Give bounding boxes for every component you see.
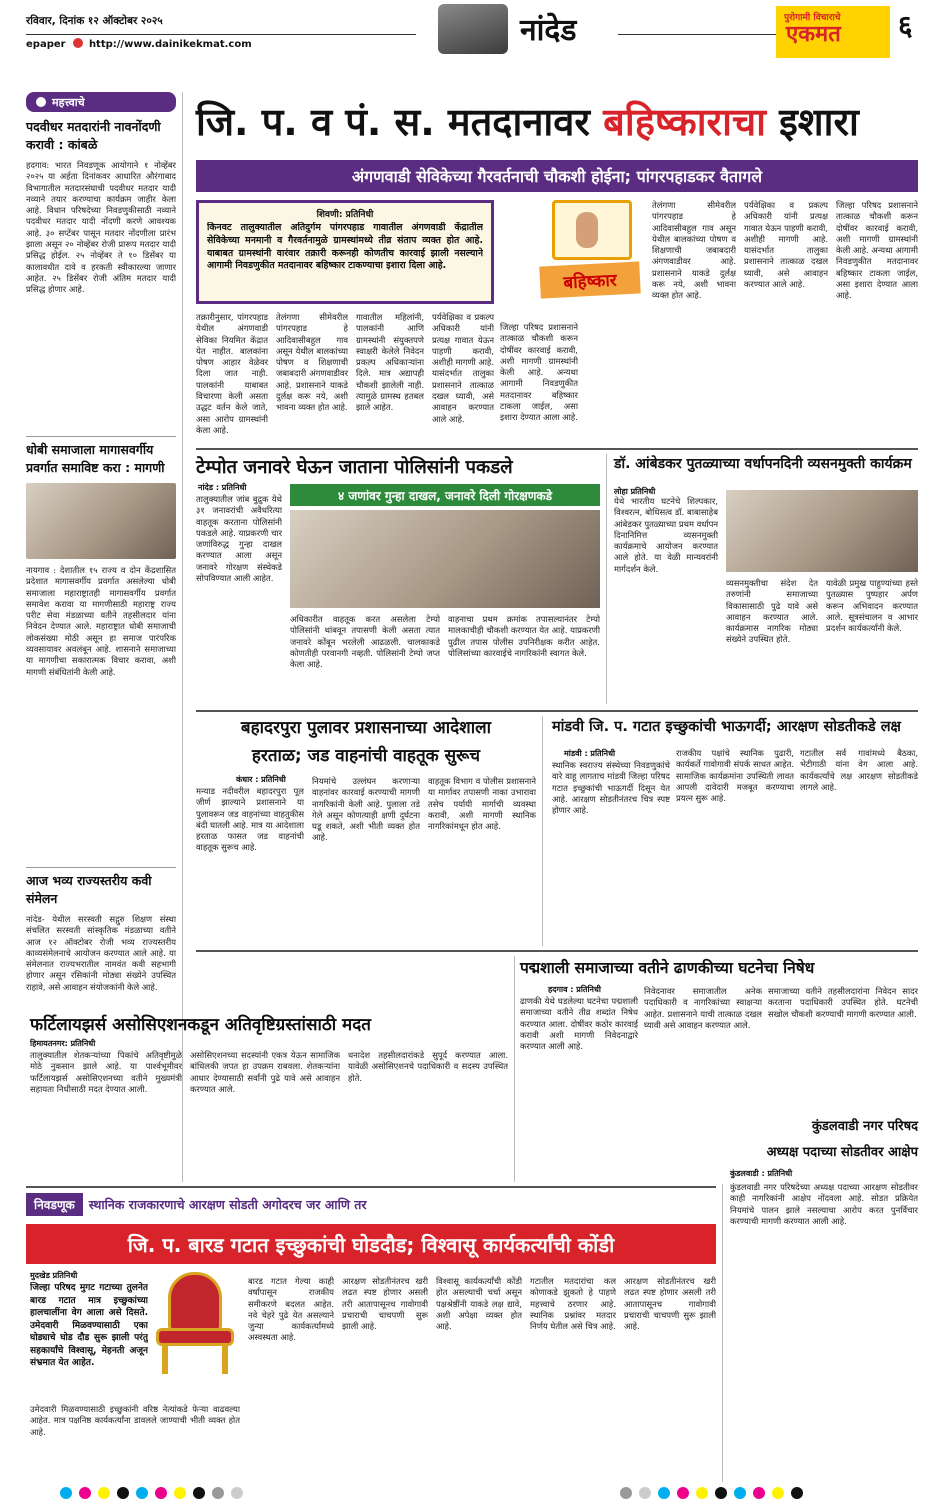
lead-col6: जिल्हा परिषद प्रशासनाने तात्काळ चौकशी करून दोषींवर कारवाई करावी, अशी मागणी ग्रामस्थांनी केली आहे. अन्यथा आगामी निवडणुकीत मतदानावर बहिष्कार टाकला जाईल, असा इशारा देण्यात आला आहे. bbox=[836, 200, 918, 301]
finger-icon bbox=[576, 212, 598, 248]
barad-col6: आरक्षण सोडतीनंतरच खरी लढत स्पष्ट होणार असली तरी आतापासूनच गावोगावी प्रचाराची चाचपणी सुरू झाली आहे. bbox=[624, 1276, 716, 1332]
fertilizer-col1: तालुक्यातील शेतकऱ्यांच्या पिकांचे अतिवृष्टीमुळे मोठे नुकसान झाले आहे. या पार्श्वभूमीवर फर्टिलायझर्स असोसिएशनच्या वतीने मुख्यमंत्री सहायता निधीसाठी मदत देण्यात आली. bbox=[30, 1050, 182, 1094]
barad-intro: जिल्हा परिषद मुगट गटाच्या तुलनेत बारड गटात मात्र इच्छुकांच्या हालचालींना वेग आला असे दिसते. उमेदवारी मिळवण्यासाठी एका घोड्याचे घोड दौड सुरू झाली परंतु सहकार्यांचे विश्वासू, मेहनती अजून संभ्रमात येत आहेत. bbox=[30, 1283, 148, 1368]
barad-col5: गटातील मतदारांचा कल कोणाकडे झुकतो हे पाहणे महत्त्वाचे ठरणार आहे. स्थानिक प्रश्नांवर मतदार निर्णय घेतील असे चित्र आहे. bbox=[530, 1276, 616, 1332]
lead-col5: पर्यवेक्षिका व प्रकल्प अधिकारी यांनी प्रत्यक्ष गावात येऊन पाहणी करावी, अशीही मागणी आहे. यासंदर्भात तालुका प्रशासनाने तात्काळ दखल घ्यावी, असे आवाहन करण्यात आले आहे. bbox=[744, 200, 828, 290]
mandvi-col1: स्थानिक स्वराज्य संस्थेच्या निवडणुकांचे वारे वाहू लागताच मांडवी जिल्हा परिषद गटात इच्छुकांची भाऊगर्दी दिसून येत आहे. आरक्षण सोडतीनंतरच चित्र स्पष्ट होणार आहे. bbox=[552, 760, 670, 816]
sidebar-header bbox=[26, 92, 176, 112]
kundalwadi-byline: कुंडलवाडी : प्रतिनिधी bbox=[730, 1169, 793, 1178]
mandvi-col3: गटातील सर्व गावांमध्ये बैठका, भेटीगाठी यांना वेग आला आहे. कार्यकर्त्यांचे लक्ष आरक्षण सोडतीकडे लागले आहे. bbox=[800, 748, 918, 792]
ambedkar-body-col: येथे भारतीय घटनेचे शिल्पकार, विश्वरत्न, बोधिसत्व डॉ. बाबासाहेब आंबेडकर पुतळ्याच्या प्रथम वर्धापन दिनानिमित्त व्यसनमुक्ती कार्यक्रमाचे आयोजन करण्यात आले होते. या वेळी मान्यवरांनी मार्गदर्शन केले. bbox=[614, 496, 718, 574]
logo-name: एकमत bbox=[786, 22, 841, 47]
lead-col1b: तेलंगणा सीमेवरील पांगरपहाड हे आदिवासीबहुल गाव असून येथील बालकांच्या पोषण व शिक्षणाची जबाबदारी अंगणवाडीवर आहे. प्रशासनाने याकडे दुर्लक्ष करू नये, अशी भावना व्यक्त होत आहे. bbox=[276, 312, 348, 413]
lead-box-byline: शिवणी: प्रतिनिधी bbox=[316, 210, 374, 220]
ambedkar-byline: लोहा प्रतिनिधी bbox=[614, 487, 656, 496]
dhanaki-col1: ढाणकी येथे घडलेल्या घटनेचा पद्मशाली समाजाच्या वतीने तीव्र शब्दांत निषेध करण्यात आला. दोषींवर कठोर कारवाई करावी अशी मागणी निवेदनाद्वारे करण्यात आली आहे. bbox=[520, 996, 638, 1052]
tempo-col3: वाहनाचा प्रथम क्रमांक तपासल्यानंतर टेम्पो मालकाचीही चौकशी करण्यात येत आहे. याप्रकरणी पुढील तपास पोलीस उपनिरीक्षक करीत आहेत. पोलिसांच्या कारवाईचे नागरिकांनी स्वागत केले. bbox=[448, 614, 600, 658]
boycott-illustration bbox=[540, 200, 640, 320]
fertilizer-col3: धनादेश तहसीलदारांकडे सुपूर्द करण्यात आला. यावेळी असोसिएशनचे पदाधिकारी व सदस्य उपस्थित होते. bbox=[348, 1050, 508, 1083]
tempo-byline: नांदेड : प्रतिनिधी bbox=[198, 483, 247, 492]
dhanaki-col2: निवेदनावर समाजातील अनेक पदाधिकारी व नागरिकांच्या स्वाक्षऱ्या आहेत. प्रशासनाने याची तात्काळ दखल घ्यावी असे आवाहन करण्यात आले. bbox=[644, 986, 762, 1030]
bahadarpura-col1: मन्याड नदीवरील बहादरपुरा पूल जीर्ण झाल्याने प्रशासनाने या पुलावरून जड वाहनांच्या वाहतुकीस बंदी घातली आहे. मात्र या आदेशाला हरताळ फासत जड वाहनांची वाहतूक सुरूच आहे. bbox=[196, 786, 304, 853]
sidebar-section-title: महत्त्वाचे bbox=[52, 95, 85, 109]
bahadarpura-col2: नियमांचे उल्लंघन करणाऱ्या वाहनांवर कारवाई करण्याची मागणी नागरिकांनी केली आहे. पुलाला तडे गेले असून कोणत्याही क्षणी दुर्घटना घडू शकते, अशी भीती व्यक्त होत आहे. bbox=[312, 776, 420, 843]
chair-illustration bbox=[150, 1272, 240, 1382]
lead-box bbox=[196, 200, 494, 304]
fertilizer-headline: फर्टिलायझर्स असोसिएशनकडून अतिवृष्टिग्रस्तांसाठी मदत bbox=[30, 1015, 371, 1035]
ekmat-logo bbox=[776, 6, 890, 58]
dhanaki-headline: पद्मशाली समाजाच्या वतीने ढाणकीच्या घटनेचा निषेध bbox=[520, 959, 815, 977]
chair-back bbox=[168, 1272, 222, 1332]
barad-col2: बारड गटात गेल्या काही वर्षांपासून राजकीय समीकरणे बदलत आहेत. नवे चेहरे पुढे येत असल्याने जुन्या कार्यकर्त्यांमध्ये अस्वस्थता आहे. bbox=[248, 1276, 334, 1343]
boycott-label: बहिष्कार bbox=[539, 261, 641, 298]
registration-marks-right bbox=[620, 1484, 880, 1498]
kundalwadi-body: कुंडलवाडी नगर परिषदेच्या अध्यक्ष पदाच्या आरक्षण सोडतीवर काही नागरिकांनी आक्षेप नोंदवला आहे. सोडत प्रक्रियेत नियमांचे पालन झाले नसल्याचा आरोप करत पुनर्विचार करण्याची मागणी करण्यात आली आहे. bbox=[730, 1182, 918, 1226]
epaper-label: epaper bbox=[26, 39, 66, 50]
ambedkar-headline: डॉ. आंबेडकर पुतळ्याच्या वर्धापनदिनी व्यसनमुक्ती कार्यक्रम bbox=[614, 456, 912, 472]
bahadarpura-headline-1: बहादरपुरा पुलावर प्रशासनाच्या आदेशाला bbox=[240, 718, 492, 738]
lead-headline-highlight: बहिष्काराचा bbox=[603, 100, 766, 144]
lead-col3: जिल्हा परिषद प्रशासनाने तात्काळ चौकशी करून दोषींवर कारवाई करावी, अशी मागणी ग्रामस्थांनी केली आहे. अन्यथा आगामी निवडणुकीत मतदानावर बहिष्कार टाकला जाईल, असा इशारा देण्यात आला आहे. bbox=[500, 322, 578, 423]
bahadarpura-col3: वाहतूक विभाग व पोलीस प्रशासनाने या मार्गावर तपासणी नाका उभारावा तसेच पर्यायी मार्गाची व्यवस्था करावी, अशी मागणी स्थानिक नागरिकांमधून होत आहे. bbox=[428, 776, 536, 832]
barad-col1: उमेदवारी मिळवण्यासाठी इच्छुकांनी वरिष्ठ नेत्यांकडे फेऱ्या वाढवल्या आहेत. मात्र पक्षनिष्ठ कार्यकर्त्यांना डावलले जाण्याची भीती व्यक्त होत आहे. bbox=[30, 1404, 240, 1437]
kundalwadi-headline-2: अध्यक्ष पदाच्या सोडतीवर आक्षेप bbox=[766, 1145, 918, 1160]
city-emblem-image bbox=[438, 4, 508, 54]
lead-col2: गावातील महिलांनी, पालकांनी आणि ग्रामस्थांनी संयुक्तपणे स्वाक्षरी केलेले निवेदन प्रकल्प अधिकाऱ्यांना दिले. मात्र अद्यापही चौकशी झालेली नाही. त्यामुळे ग्रामस्थ हतबल झाले आहेत. bbox=[356, 312, 424, 413]
dhanaki-byline: हदगाव : प्रतिनिधी bbox=[548, 985, 601, 994]
kundalwadi-headline-1: कुंडलवाडी नगर परिषद bbox=[811, 1119, 918, 1134]
sidebar-story2-photo bbox=[26, 483, 176, 559]
fertilizer-col2: असोसिएशनच्या सदस्यांनी एकत्र येऊन सामाजिक बांधिलकी जपत हा उपक्रम राबवला. शेतकऱ्यांना आधार देण्यासाठी सर्वांनी पुढे यावे असे आवाहन करण्यात आले. bbox=[190, 1050, 340, 1094]
lead-subhead: अंगणवाडी सेविकेच्या गैरवर्तनाची चौकशी होईना; पांगरपहाडकर वैतागले bbox=[196, 160, 918, 192]
tempo-photo bbox=[290, 510, 600, 608]
chair-seat bbox=[156, 1328, 234, 1346]
barad-label: निवडणूक bbox=[26, 1193, 83, 1216]
barad-kicker: स्थानिक राजकारणाचे आरक्षण सोडती अगोदरच जर आणि तर bbox=[88, 1196, 367, 1212]
sidebar-story3-headline: आज भव्य राज्यस्तरीय कवी संमेलन bbox=[26, 873, 152, 906]
ambedkar-col2: व्यसनमुक्तीचा संदेश देत तरुणांनी समाजाच्या विकासासाठी पुढे यावे असे आवाहन करण्यात आले. कार्यक्रमास नागरिक मोठ्या संख्येने उपस्थित होते. bbox=[726, 578, 818, 645]
globe-icon bbox=[73, 38, 83, 48]
barad-col3: आरक्षण सोडतीनंतरच खरी लढत स्पष्ट होणार असली तरी आतापासूनच गावोगावी प्रचाराची चाचपणी सुरू झाली आहे. bbox=[342, 1276, 428, 1332]
barad-byline: मुदखेड प्रतिनिधी bbox=[30, 1271, 78, 1280]
bullet-icon bbox=[36, 97, 46, 107]
ambedkar-col3: यावेळी प्रमुख पाहुण्यांच्या हस्ते पुतळ्यास पुष्पहार अर्पण करून अभिवादन करण्यात आले. सूत्रसंचालन व आभार प्रदर्शन कार्यकर्त्यांनी केले. bbox=[826, 578, 918, 634]
barad-col4: विश्वासू कार्यकर्त्यांची कोंडी होत असल्याची चर्चा असून पक्षश्रेष्ठींनी याकडे लक्ष द्यावे, अशी अपेक्षा व्यक्त होत आहे. bbox=[436, 1276, 522, 1332]
mandvi-byline: मांडवी : प्रतिनिधी bbox=[564, 749, 616, 758]
lead-col2b: पर्यवेक्षिका व प्रकल्प अधिकारी यांनी प्रत्यक्ष गावात येऊन पाहणी करावी, अशीही मागणी आहे. यासंदर्भात तालुका प्रशासनाने तात्काळ दखल घ्यावी, असे आवाहन करण्यात आले आहे. bbox=[432, 312, 494, 424]
registration-marks-left bbox=[60, 1484, 320, 1498]
issue-date: रविवार, दिनांक १२ ऑक्टोबर २०२५ bbox=[26, 15, 163, 27]
tempo-col2: अधिकारीत वाहतूक करत असलेला टेम्पो पोलिसांनी थांबवून तपासणी केली असता त्यात जनावरे कोंबून भरलेली आढळली. चालकाकडे कोणतीही परवानगी नव्हती. पोलिसांनी टेम्पो जप्त केला आहे. bbox=[290, 614, 440, 670]
site-url: http://www.dainikekmat.com bbox=[88, 39, 252, 50]
bahadarpura-headline-2: हरताळ; जड वाहनांची वाहतूक सुरूच bbox=[251, 746, 481, 766]
lead-col1: तक्रारीनुसार, पांगरपहाड येथील अंगणवाडी सेविका नियमित केंद्रात येत नाहीत. बालकांना पोषण आहार वेळेवर दिला जात नाही. पालकांनी याबाबत विचारणा केली असता उद्धट वर्तन केले जाते, असा आरोप ग्रामस्थांनी केला आहे. bbox=[196, 312, 268, 435]
sidebar-story2-headline: धोबी समाजाला मागासवर्गीय प्रवर्गात समाविष्ट करा : मागणी bbox=[26, 442, 165, 475]
lead-box-text: किनवट तालुक्यातील अतिदुर्गम पांगरपहाड गावातील अंगणवाडी केंद्रातील सेविकेच्या मनमानी व गैरवर्तनामुळे ग्रामस्थांमध्ये तीव्र संताप व्यक्त होत आहे. याबाबत ग्रामस्थांनी वारंवार तक्रारी करूनही कोणतीच कारवाई झाली नसल्याने आगामी निवडणुकीत मतदानावर बहिष्कार टाकण्याचा इशारा दिला आहे. bbox=[207, 222, 483, 272]
lead-headline-part1: जि. प. व पं. स. मतदानावर bbox=[196, 100, 604, 144]
masthead bbox=[0, 0, 945, 90]
barad-kicker-bar bbox=[26, 1192, 716, 1216]
tempo-subhead: ४ जणांवर गुन्हा दाखल, जनावरे दिली गोरक्षणकडे bbox=[290, 484, 600, 506]
dhanaki-col3: समाजाच्या वतीने तहसीलदारांना निवेदन सादर करताना पदाधिकारी उपस्थित होते. घटनेची सखोल चौकशी करण्याची मागणी करण्यात आली. bbox=[768, 986, 918, 1019]
bahadarpura-byline: कंधार : प्रतिनिधी bbox=[236, 775, 286, 784]
epaper-link[interactable] bbox=[26, 38, 252, 50]
sidebar-story3-body: नांदेड- येथील सरस्वती सद्गुरु शिक्षण संस्था संचलित सरस्वती सांस्कृतिक मंडळाच्या वतीने आज १२ ऑक्टोबर रोजी भव्य राज्यस्तरीय काव्यसंमेलनाचे आयोजन करण्यात आले आहे. या संमेलनात राज्यभरातील नामवंत कवी सहभागी होणार असून रसिकांनी मोठ्या संख्येने उपस्थित राहावे, असे आवाहन संयोजकांनी केले आहे. bbox=[26, 914, 176, 992]
mandvi-col2: राजकीय पक्षांचे स्थानिक पुढारी, कार्यकर्ते गावोगावी संपर्क साधत आहेत. सामाजिक कार्यक्रमांना उपस्थिती लावत आपली दावेदारी मजबूत करण्याचा प्रयत्न सुरू आहे. bbox=[676, 748, 794, 804]
sidebar-story2-body: नायगाव : देशातील १५ राज्य व दोन केंद्रशासित प्रदेशात मागासवर्गीय प्रवर्गात असलेल्या धोबी समाजाला महाराष्ट्रातही मागासवर्गीय प्रवर्गात समावेश करावा या मागणीसाठी महाराष्ट्र राज्य परीट सेवा मंडळाच्या वतीने तहसीलदार यांना निवेदन देण्यात आले. महाराष्ट्रात धोबी समाजाची लोकसंख्या मोठी असून हा समाज पारंपरिक व्यवसायावर अवलंबून आहे. शासनाने समाजाच्या या मागणीचा सकारात्मक विचार करावा, अशी मागणी संबंधितांनी केली आहे. bbox=[26, 565, 176, 677]
page-number: ६ bbox=[898, 9, 913, 42]
lead-headline bbox=[196, 92, 918, 156]
tempo-headline: टेम्पोत जनावरे घेऊन जाताना पोलिसांनी पकडले bbox=[196, 457, 513, 478]
logo-tagline: पुरोगामी विचाराचे bbox=[784, 13, 841, 23]
mandvi-headline: मांडवी जि. प. गटात इच्छुकांची भाऊगर्दी; आरक्षण सोडतीकडे लक्ष bbox=[552, 719, 901, 735]
city-title: नांदेड bbox=[520, 13, 577, 48]
sidebar-story1-body: हदगाव: भारत निवडणूक आयोगाने १ नोव्हेंबर २०२५ या अर्हता दिनांकवर आधारित औरंगाबाद विभागातील मतदारसंघाची पदवीधर मतदार यादी नव्याने तयार करण्याचा कार्यक्रम जाहीर केला आहे. विधान परिषदेच्या निवडणुकीसाठी नव्याने पदवीधर मतदार यादी नोंदणी करणे आवश्यक आहे. ३० सप्टेंबर पासून मतदार नोंदणीला प्रारंभ झाला असून २० नोव्हेंबर रोजी प्रारूप मतदार यादी प्रसिद्ध होईल. २५ नोव्हेंबर ते १० डिसेंबर या कालावधीत दावे व हरकती स्वीकारल्या जाणार आहेत. २५ डिसेंबर रोजी अंतिम मतदार यादी प्रसिद्ध होणार आहे. bbox=[26, 160, 176, 295]
barad-headline: जि. प. बारड गटात इच्छुकांची घोडदौड; विश्वासू कार्यकर्त्यांची कोंडी bbox=[26, 1224, 716, 1264]
tempo-col1: तालुक्यातील जांब बुद्रुक येथे ३१ जनावरांची अवैधरित्या वाहतूक करताना पोलिसांनी पकडले आहे. याप्रकरणी चार जणांविरुद्ध गुन्हा दाखल करण्यात आला असून जनावरे गोरक्षण संस्थेकडे सोपविण्यात आली आहेत. bbox=[196, 494, 282, 584]
lead-col4: तेलंगणा सीमेवरील पांगरपहाड हे आदिवासीबहुल गाव असून येथील बालकांच्या पोषण व शिक्षणाची जबाबदारी अंगणवाडीवर आहे. प्रशासनाने याकडे दुर्लक्ष करू नये, अशी भावना व्यक्त होत आहे. bbox=[652, 200, 736, 301]
lead-headline-part2: इशारा bbox=[765, 100, 859, 144]
sidebar-story1-headline: पदवीधर मतदारांनी नावनोंदणी करावी : कांबळे bbox=[26, 119, 161, 152]
fertilizer-byline: हिमायतनगर: प्रतिनिधी bbox=[30, 1039, 96, 1048]
ambedkar-photo bbox=[726, 490, 918, 572]
